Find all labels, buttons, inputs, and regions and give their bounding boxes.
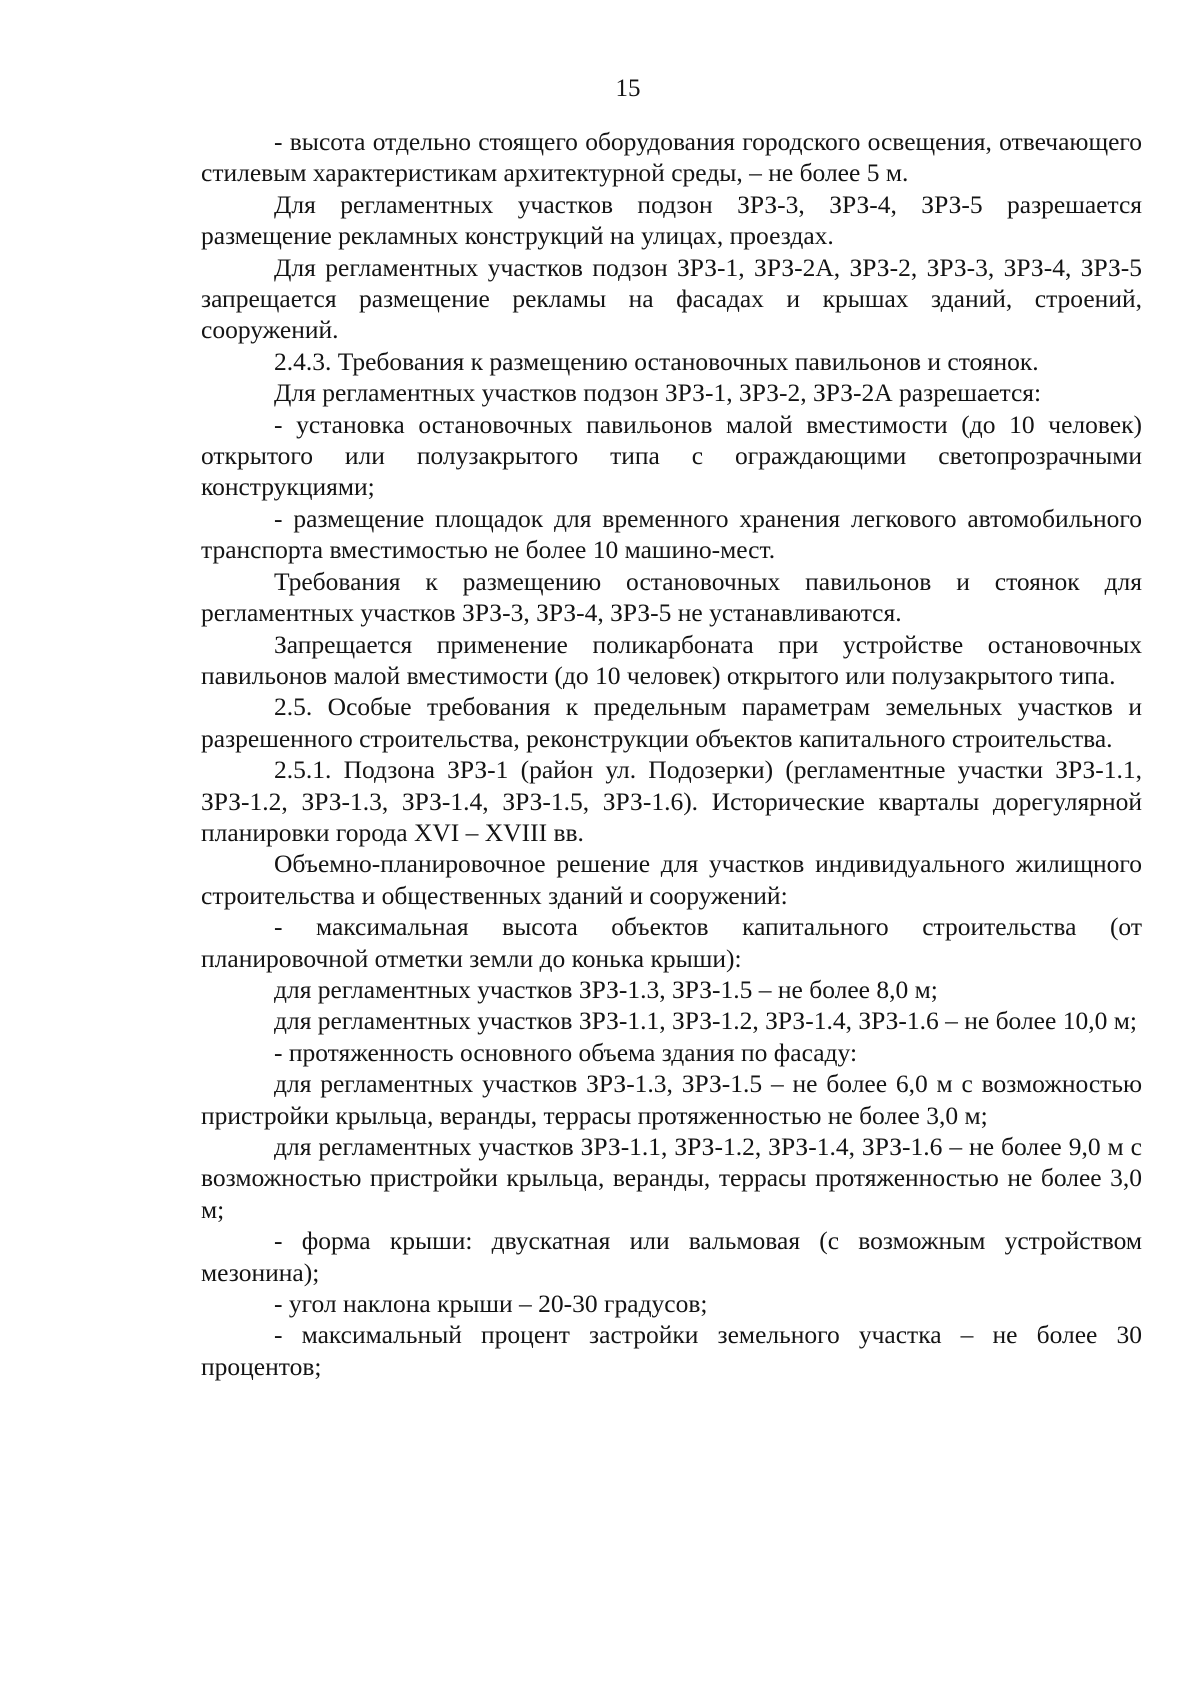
document-body	[201, 126, 1142, 1382]
paragraph: Для регламентных участков подзон ЗРЗ-1, ЗРЗ-2А, ЗРЗ-2, ЗРЗ-3, ЗРЗ-4, ЗРЗ-5 запрещается размещение рекламы на фасадах и крышах зданий, строений, сооружений.	[201, 252, 1142, 345]
paragraph: Объемно-планировочное решение для участков индивидуального жилищного строительства и общественных зданий и сооружений:	[201, 849, 1142, 910]
list-item: - протяженность основного объема здания по фасаду:	[274, 1037, 858, 1067]
list-item: - максимальный процент застройки земельного участка – не более 30 процентов;	[201, 1320, 1142, 1381]
list-item: - угол наклона крыши – 20-30 градусов;	[274, 1289, 708, 1319]
list-item: - установка остановочных павильонов малой вместимости (до 10 человек) открытого или полузакрытого типа с ограждающими светопрозрачными конструкциями;	[201, 409, 1142, 502]
page-number: 15	[615, 75, 641, 102]
section-heading-2-5-1: 2.5.1. Подзона ЗРЗ-1 (район ул. Подозерки) (регламентные участки ЗРЗ-1.1, ЗРЗ-1.2, ЗРЗ-1.3, ЗРЗ-1.4, ЗРЗ-1.5, ЗРЗ-1.6). Исторические кварталы дорегулярной планировки города XVI – XVIII вв.	[201, 755, 1142, 847]
section-heading-2-5: 2.5. Особые требования к предельным параметрам земельных участков и разрешенного строительства, реконструкции объектов капитального строительства.	[201, 692, 1142, 753]
section-heading-2-4-3: 2.4.3. Требования к размещению остановочных павильонов и стоянок.	[274, 346, 1039, 376]
paragraph: Для регламентных участков подзон ЗРЗ-3, ЗРЗ-4, ЗРЗ-5 разрешается размещение рекламных конструкций на улицах, проездах.	[201, 189, 1142, 251]
list-item: - размещение площадок для временного хранения легкового автомобильного транспорта вместимостью не более 10 машино-мест.	[201, 503, 1142, 565]
paragraph: для регламентных участков ЗРЗ-1.3, ЗРЗ-1.5 – не более 6,0 м с возможностью пристройки крыльца, веранды, террасы протяженностью не более 3,0 м;	[201, 1069, 1142, 1130]
paragraph: Требования к размещению остановочных павильонов и стоянок для регламентных участков ЗРЗ-3, ЗРЗ-4, ЗРЗ-5 не устанавливаются.	[201, 566, 1142, 628]
list-item: - максимальная высота объектов капитального строительства (от планировочной отметки земли до конька крыши):	[201, 912, 1142, 973]
paragraph: для регламентных участков ЗРЗ-1.1, ЗРЗ-1.2, ЗРЗ-1.4, ЗРЗ-1.6 – не более 10,0 м;	[274, 1006, 1137, 1036]
paragraph: Для регламентных участков подзон ЗРЗ-1, ЗРЗ-2, ЗРЗ-2А разрешается:	[274, 378, 1042, 408]
list-item: - форма крыши: двускатная или вальмовая (с возможным устройством мезонина);	[201, 1226, 1142, 1287]
paragraph: - высота отдельно стоящего оборудования городского освещения, отвечающего стилевым характеристикам архитектурной среды, – не более 5 м.	[201, 127, 1142, 188]
paragraph: для регламентных участков ЗРЗ-1.1, ЗРЗ-1.2, ЗРЗ-1.4, ЗРЗ-1.6 – не более 9,0 м с возможностью пристройки крыльца, веранды, террасы протяженностью не более 3,0 м;	[201, 1132, 1142, 1224]
paragraph: для регламентных участков ЗРЗ-1.3, ЗРЗ-1.5 – не более 8,0 м;	[274, 974, 938, 1004]
paragraph: Запрещается применение поликарбоната при устройстве остановочных павильонов малой вместимости (до 10 человек) открытого или полузакрытого типа.	[201, 629, 1142, 690]
